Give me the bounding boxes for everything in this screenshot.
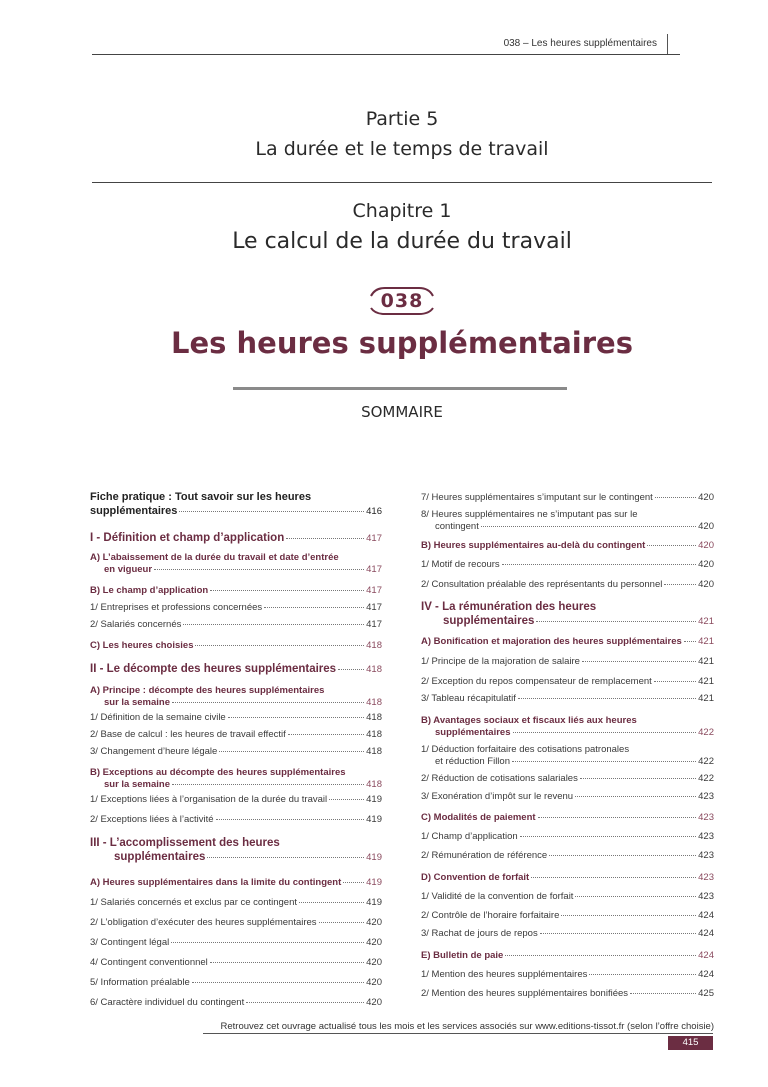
toc-entry-text: 4/ Contingent conventionnel <box>90 957 208 968</box>
fiche-number-badge <box>367 286 437 316</box>
toc-subsection[interactable] <box>421 950 714 962</box>
toc-page: 419 <box>366 877 382 888</box>
toc-page: 424 <box>698 969 714 980</box>
toc-entry-text: 3/ Tableau récapitulatif <box>421 693 516 704</box>
toc-entry-text: supplémentaires <box>90 505 178 517</box>
toc-item[interactable] <box>90 729 382 741</box>
page-title: Les heures supplémentaires <box>171 326 633 360</box>
toc-page: 425 <box>698 988 714 999</box>
toc-entry-text: sur la semaine <box>104 779 171 790</box>
toc-item[interactable] <box>421 891 714 903</box>
toc-page: 423 <box>698 872 714 883</box>
partie-label: Partie 5 <box>365 108 439 130</box>
toc-entry-text: C) Modalités de paiement <box>421 812 536 823</box>
toc-subsection[interactable] <box>90 552 382 576</box>
toc-entry-text: 1/ Définition de la semaine civile <box>90 712 226 723</box>
toc-entry-text: III - L’accomplissement des heures <box>90 837 280 849</box>
toc-page: 421 <box>698 656 714 667</box>
toc-page: 419 <box>366 852 382 863</box>
toc-section[interactable] <box>90 662 382 676</box>
toc-subsection[interactable] <box>421 812 714 824</box>
toc-page: 423 <box>698 812 714 823</box>
toc-entry-text: 1/ Salariés concernés et exclus par ce contingent <box>90 897 298 908</box>
toc-entry-text: Fiche pratique : Tout savoir sur les heures <box>90 491 312 503</box>
footer-note: Retrouvez cet ouvrage actualisé tous les mois et les services associés sur www.editions-tissot.fr (selon l’offre choisie) <box>220 1021 714 1032</box>
toc-entry-text: 2/ Mention des heures supplémentaires bonifiées <box>421 988 629 999</box>
toc-entry-text: 1/ Validité de la convention de forfait <box>421 891 574 902</box>
toc-item[interactable] <box>90 814 382 826</box>
chapitre-subtitle: Le calcul de la durée du travail <box>232 229 572 254</box>
toc-subsection[interactable] <box>90 585 382 597</box>
toc-subsection[interactable] <box>90 877 382 889</box>
toc-entry-text: 2/ Exceptions liées à l’activité <box>90 814 214 825</box>
toc-subsection[interactable] <box>421 540 714 552</box>
toc-item[interactable] <box>90 937 382 949</box>
running-header: 038 – Les heures supplémentaires <box>503 38 657 49</box>
toc-page: 420 <box>366 977 382 988</box>
toc-item[interactable] <box>421 969 714 981</box>
toc-entry-text: 1/ Principe de la majoration de salaire <box>421 656 580 667</box>
toc-page: 418 <box>366 664 382 675</box>
toc-entry-text: A) L’abaissement de la durée du travail et date d’entrée <box>90 552 339 563</box>
chapitre-label: Chapitre 1 <box>352 200 452 222</box>
toc-item[interactable] <box>421 791 714 803</box>
toc-entry-text: 3/ Changement d’heure légale <box>90 746 218 757</box>
toc-entry-text: B) Avantages sociaux et fiscaux liés aux heures <box>421 715 637 726</box>
title-rule <box>92 182 712 183</box>
toc-entry-text: A) Principe : décompte des heures supplémentaires <box>90 685 325 696</box>
toc-page: 418 <box>366 697 382 708</box>
toc-entry-text: 2/ Exception du repos compensateur de remplacement <box>421 676 652 687</box>
toc-item[interactable] <box>90 917 382 929</box>
toc-page: 420 <box>366 957 382 968</box>
toc-item[interactable] <box>421 492 714 504</box>
toc-subsection[interactable] <box>90 685 382 709</box>
toc-page: 420 <box>366 917 382 928</box>
toc-entry-text: 1/ Exceptions liées à l’organisation de la durée du travail <box>90 794 328 805</box>
toc-page: 424 <box>698 950 714 961</box>
toc-page: 420 <box>698 521 714 532</box>
toc-entry-text: 2/ Consultation préalable des représentants du personnel <box>421 579 663 590</box>
toc-subsection[interactable] <box>90 640 382 652</box>
toc-entry[interactable] <box>90 490 382 519</box>
toc-page: 422 <box>698 773 714 784</box>
toc-entry-text: 2/ L’obligation d’exécuter des heures supplémentaires <box>90 917 317 928</box>
toc-page: 419 <box>366 814 382 825</box>
toc-page: 417 <box>366 585 382 596</box>
toc-subsection[interactable] <box>421 872 714 884</box>
toc-section[interactable] <box>421 600 714 628</box>
toc-item[interactable] <box>421 773 714 785</box>
toc-page: 423 <box>698 891 714 902</box>
toc-entry-text: 5/ Information préalable <box>90 977 190 988</box>
toc-section[interactable] <box>90 531 382 545</box>
toc-entry-text: 1/ Mention des heures supplémentaires <box>421 969 588 980</box>
toc-entry-text: 2/ Réduction de cotisations salariales <box>421 773 578 784</box>
toc-subsection[interactable] <box>421 636 714 648</box>
toc-item[interactable] <box>90 712 382 724</box>
toc-page: 420 <box>698 540 714 551</box>
toc-page: 417 <box>366 619 382 630</box>
fiche-number: 038 <box>380 290 424 312</box>
toc-entry-text: 6/ Caractère individuel du contingent <box>90 997 245 1008</box>
toc-item[interactable] <box>90 897 382 909</box>
toc-entry-text: et réduction Fillon <box>435 756 510 767</box>
toc-item[interactable] <box>90 997 382 1009</box>
toc-entry-text: 2/ Contrôle de l’horaire forfaitaire <box>421 910 560 921</box>
toc-item[interactable] <box>90 602 382 614</box>
toc-page: 421 <box>698 693 714 704</box>
toc-item[interactable] <box>421 693 714 705</box>
toc-entry-text: II - Le décompte des heures supplémentaires <box>90 663 337 675</box>
toc-entry-text: B) Exceptions au décompte des heures supplémentaires <box>90 767 346 778</box>
toc-page: 420 <box>366 997 382 1008</box>
toc-page: 418 <box>366 779 382 790</box>
toc-page: 420 <box>366 937 382 948</box>
toc-page: 421 <box>698 676 714 687</box>
toc-page: 423 <box>698 831 714 842</box>
toc-subsection[interactable] <box>90 767 382 791</box>
toc-page: 423 <box>698 791 714 802</box>
toc-item[interactable] <box>90 977 382 989</box>
toc-entry-text: 2/ Salariés concernés <box>90 619 182 630</box>
toc-entry-text: C) Les heures choisies <box>90 640 194 651</box>
toc-item[interactable] <box>421 928 714 940</box>
toc-entry-text: IV - La rémunération des heures <box>421 601 597 613</box>
toc-page: 420 <box>698 579 714 590</box>
toc-subsection[interactable] <box>421 715 714 739</box>
toc-page: 417 <box>366 564 382 575</box>
toc-entry-text: contingent <box>435 521 479 532</box>
toc-page: 418 <box>366 746 382 757</box>
toc-entry-text: sur la semaine <box>104 697 171 708</box>
toc-item[interactable] <box>421 509 714 533</box>
toc-entry-text: B) Le champ d’application <box>90 585 209 596</box>
toc-page: 417 <box>366 533 382 544</box>
toc-item[interactable] <box>421 850 714 862</box>
toc-page: 420 <box>698 492 714 503</box>
partie-subtitle: La durée et le temps de travail <box>255 138 549 160</box>
toc-item[interactable] <box>421 579 714 591</box>
toc-item[interactable] <box>90 957 382 969</box>
toc-entry-text: 3/ Contingent légal <box>90 937 170 948</box>
toc-entry-text: I - Définition et champ d’application <box>90 532 285 544</box>
toc-entry-text: 7/ Heures supplémentaires s’imputant sur le contingent <box>421 492 653 503</box>
toc-entry-text: 1/ Entreprises et professions concernées <box>90 602 263 613</box>
toc-page: 422 <box>698 727 714 738</box>
toc-page: 424 <box>698 928 714 939</box>
toc-entry-text: D) Convention de forfait <box>421 872 530 883</box>
footer-rule <box>203 1033 713 1034</box>
toc-entry-text: 2/ Rémunération de référence <box>421 850 548 861</box>
toc-item[interactable] <box>421 559 714 571</box>
toc-entry-text: A) Heures supplémentaires dans la limite du contingent <box>90 877 342 888</box>
page-number: 415 <box>668 1036 713 1050</box>
title-underline <box>233 387 567 390</box>
toc-page: 417 <box>366 602 382 613</box>
toc-entry-text: 8/ Heures supplémentaires ne s’imputant pas sur le <box>421 509 638 520</box>
toc-page: 418 <box>366 712 382 723</box>
toc-page: 424 <box>698 910 714 921</box>
toc-entry-text: A) Bonification et majoration des heures supplémentaires <box>421 636 682 647</box>
toc-page: 422 <box>698 756 714 767</box>
toc-entry-text: 2/ Base de calcul : les heures de travail effectif <box>90 729 286 740</box>
toc-entry-text: supplémentaires <box>435 727 511 738</box>
sommaire-heading: SOMMAIRE <box>361 403 443 421</box>
toc-page: 418 <box>366 729 382 740</box>
toc-item[interactable] <box>90 619 382 631</box>
toc-item[interactable] <box>421 676 714 688</box>
toc-item[interactable] <box>421 744 714 768</box>
toc-entry-text: en vigueur <box>104 564 153 575</box>
toc-item[interactable] <box>421 656 714 668</box>
toc-item[interactable] <box>421 831 714 843</box>
toc-entry-text: 1/ Motif de recours <box>421 559 500 570</box>
toc-entry-text: 1/ Déduction forfaitaire des cotisations patronales <box>421 744 630 755</box>
toc-item[interactable] <box>421 910 714 922</box>
toc-item[interactable] <box>90 746 382 758</box>
toc-page: 421 <box>698 636 714 647</box>
header-rule <box>92 54 680 55</box>
toc-page: 416 <box>366 506 382 517</box>
toc-entry-text: 3/ Exonération d’impôt sur le revenu <box>421 791 574 802</box>
toc-page: 421 <box>698 616 714 627</box>
toc-page: 419 <box>366 897 382 908</box>
toc-entry-text: supplémentaires <box>114 851 206 863</box>
toc-entry-text: B) Heures supplémentaires au-delà du contingent <box>421 540 646 551</box>
toc-page: 420 <box>698 559 714 570</box>
toc-item[interactable] <box>90 794 382 806</box>
toc-section[interactable] <box>90 836 382 864</box>
toc-page: 418 <box>366 640 382 651</box>
toc-entry-text: E) Bulletin de paie <box>421 950 504 961</box>
toc-page: 419 <box>366 794 382 805</box>
toc-item[interactable] <box>421 988 714 1000</box>
header-divider <box>667 34 668 54</box>
toc-entry-text: 3/ Rachat de jours de repos <box>421 928 538 939</box>
toc-page: 423 <box>698 850 714 861</box>
toc-entry-text: supplémentaires <box>443 615 535 627</box>
toc-entry-text: 1/ Champ d’application <box>421 831 518 842</box>
